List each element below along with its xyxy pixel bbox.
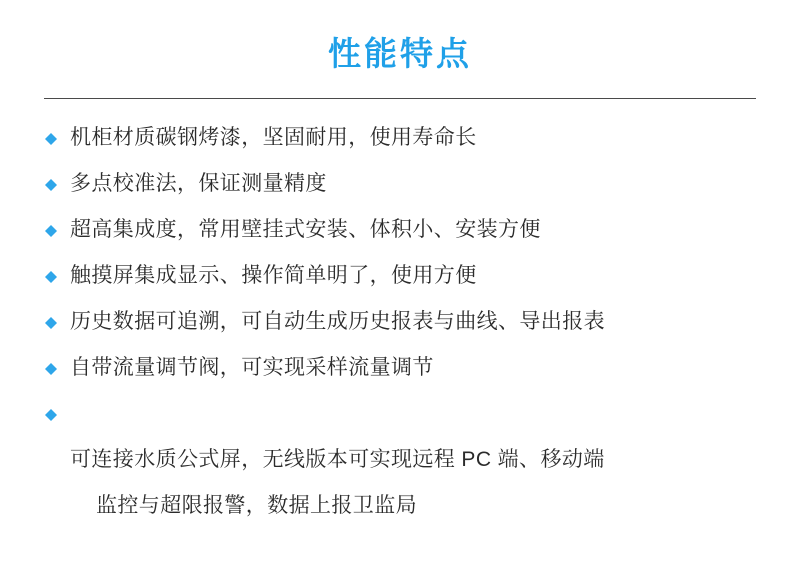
diamond-bullet-icon — [44, 299, 70, 330]
list-item — [44, 115, 756, 161]
list-item — [44, 207, 756, 253]
list-item-label: 自带流量调节阀，可实现采样流量调节 — [70, 355, 434, 379]
page-title: 性能特点 — [328, 35, 472, 72]
list-item — [44, 299, 756, 345]
feature-list — [44, 99, 756, 575]
list-item-label: 可连接水质公式屏，无线版本可实现远程 PC 端、移动端 — [70, 447, 605, 471]
list-item-label: 机柜材质碳钢烤漆，坚固耐用，使用寿命长 — [70, 125, 477, 149]
list-item-label: 历史数据可追溯，可自动生成历史报表与曲线、导出报表 — [70, 309, 605, 333]
diamond-bullet-icon — [44, 253, 70, 284]
diamond-bullet-icon — [44, 161, 70, 192]
list-item — [44, 253, 756, 299]
list-item — [44, 345, 756, 391]
list-item-label: 超高集成度，常用壁挂式安装、体积小、安装方便 — [70, 217, 541, 241]
diamond-bullet-icon — [44, 207, 70, 238]
diamond-bullet-icon — [44, 345, 70, 376]
list-item-label: 多点校准法，保证测量精度 — [70, 171, 327, 195]
list-item — [44, 161, 756, 207]
diamond-bullet-icon — [44, 115, 70, 146]
list-item-label: 触摸屏集成显示、操作简单明了，使用方便 — [70, 263, 477, 287]
list-item-label-group — [70, 391, 756, 575]
diamond-bullet-icon — [44, 391, 70, 422]
list-item — [44, 391, 756, 575]
list-item-label-continuation: 监控与超限报警，数据上报卫监局 — [96, 493, 417, 517]
